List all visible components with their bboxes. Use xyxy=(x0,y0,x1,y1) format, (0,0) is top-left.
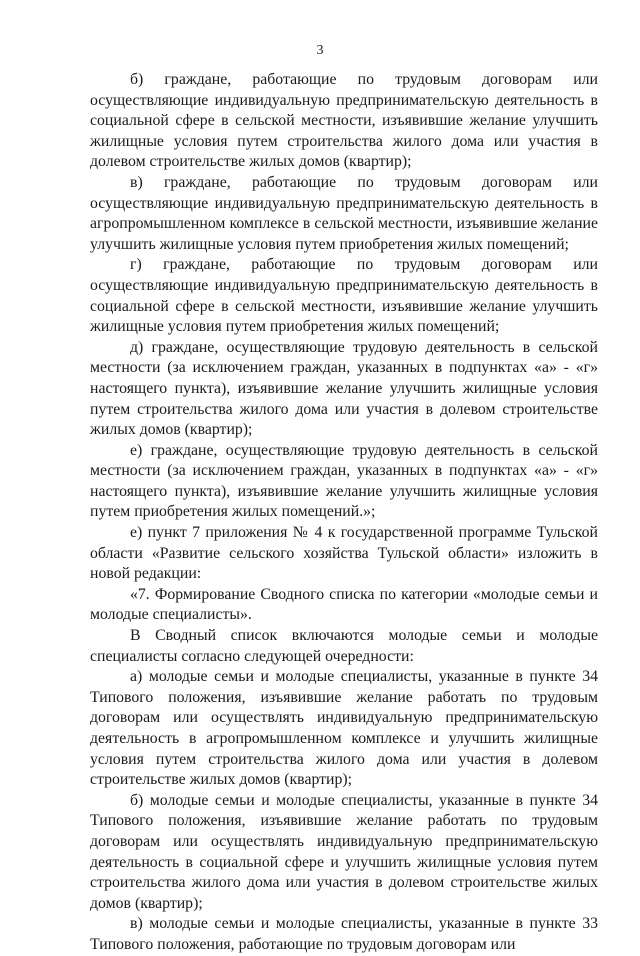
paragraph-e-rural: е) граждане, осуществляющие трудовую деятельность в сельской местности (за исключением граждан, указанных в подпунктах «а» - «г» настоящего пункта), изъявившие желание улучшить жилищные условия путем приобретения жилых помещений.»; xyxy=(90,441,598,521)
document-body xyxy=(90,70,598,956)
paragraph-d-rural: д) граждане, осуществляющие трудовую деятельность в сельской местности (за исключением граждан, указанных в подпунктах «а» - «г» настоящего пункта), изъявившие желание улучшить жилищные условия путем строительства жилого дома или участия в долевом строительстве жилых домов (квартир); xyxy=(90,338,598,439)
paragraph-v-agro: в) граждане, работающие по трудовым договорам или осуществляющие индивидуальную предпринимательскую деятельность в агропромышленном комплексе в сельской местности, изъявившие желание улучшить жилищные условия путем приобретения жилых помещений; xyxy=(90,173,598,253)
paragraph-order-intro: В Сводный список включаются молодые семьи и молодые специалисты согласно следующей очередности: xyxy=(90,627,598,665)
page-number: 3 xyxy=(316,43,324,58)
paragraph-section-7-heading: «7. Формирование Сводного списка по категории «молодые семьи и молодые специалисты». xyxy=(90,585,598,624)
paragraph-v-young: в) молодые семьи и молодые специалисты, указанные в пункте 33 Типового положения, работающие по трудовым договорам или xyxy=(90,915,598,953)
paragraph-b-young: б) молодые семьи и молодые специалисты, указанные в пункте 34 Типового положения, изъявившие желание работать по трудовым договорам или осуществлять индивидуальную предпринимательскую деятельность в социальной сфере и улучшить жилищные условия путем строительства жилого дома или участия в долевом строительстве жилых домов (квартир); xyxy=(90,791,598,912)
paragraph-e-amendment: е) пункт 7 приложения № 4 к государственной программе Тульской области «Развитие сельского хозяйства Тульской области» изложить в новой редакции: xyxy=(90,524,598,583)
paragraph-b-social: б) граждане, работающие по трудовым договорам или осуществляющие индивидуальную предпринимательскую деятельность в социальной сфере в сельской местности, изъявившие желание улучшить жилищные условия путем строительства жилого дома или участия в долевом строительстве жилых домов (квартир); xyxy=(90,71,598,171)
paragraph-g-social: г) граждане, работающие по трудовым договорам или осуществляющие индивидуальную предпринимательскую деятельность в социальной сфере в сельской местности, изъявившие желание улучшить жилищные условия путем приобретения жилых помещений; xyxy=(90,256,598,336)
paragraph-a-young: а) молодые семьи и молодые специалисты, указанные в пункте 34 Типового положения, изъявившие желание работать по трудовым договорам или осуществлять индивидуальную предпринимательскую деятельность в агропромышленном комплексе и улучшить жилищные условия путем строительства жилого дома или участия в долевом строительстве жилых домов (квартир); xyxy=(90,668,598,789)
